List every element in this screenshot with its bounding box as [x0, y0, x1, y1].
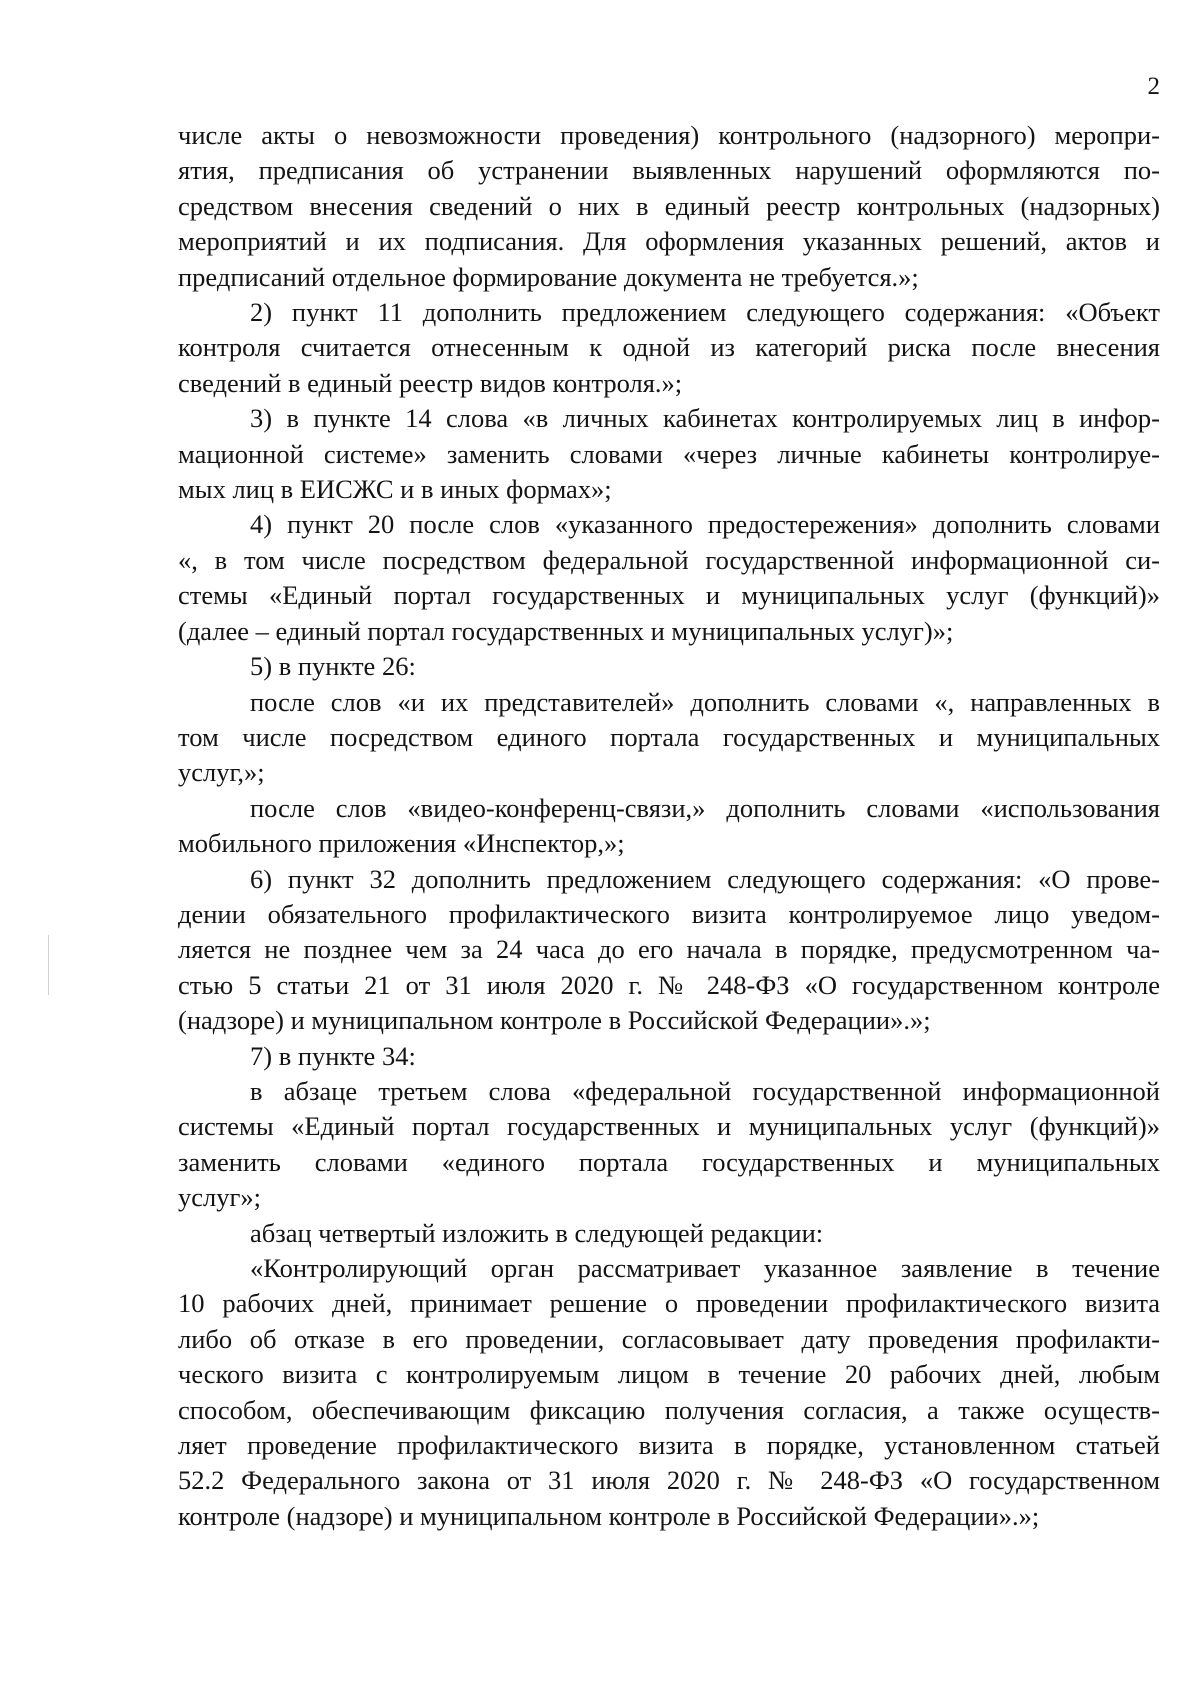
page-number: 2 [1147, 73, 1160, 100]
text-line: услуг»; [178, 1182, 261, 1213]
document-body [178, 118, 1160, 1534]
text-line: 4) пункт 20 после слов «указанного предостережения» дополнить словами [250, 509, 1160, 540]
text-line: контроля считается отнесенным к одной из категорий риска после внесения [178, 332, 1160, 363]
text-line: ляет проведение профилактического визита в порядке, установленном статьей [178, 1430, 1160, 1461]
text-line: средством внесения сведений о них в единый реестр контрольных (надзорных) [178, 190, 1160, 221]
text-line: заменить словами «единого портала государственных и муниципальных [178, 1146, 1160, 1177]
text-line: 5) в пункте 26: [250, 651, 416, 682]
text-line: 10 рабочих дней, принимает решение о проведении профилактического визита [178, 1288, 1160, 1319]
text-line: «Контролирующий орган рассматривает указанное заявление в течение [250, 1253, 1160, 1283]
text-line: абзац четвертый изложить в следующей редакции: [250, 1217, 824, 1248]
text-line: способом, обеспечивающим фиксацию получения согласия, а также осуществ- [178, 1394, 1160, 1425]
text-line: мобильного приложения «Инспектор,»; [178, 828, 625, 859]
text-line: том числе посредством единого портала государственных и муниципальных [178, 721, 1160, 752]
text-line: сведений в единый реестр видов контроля.»; [178, 367, 683, 398]
text-line: мационной системе» заменить словами «через личные кабинеты контролируе- [178, 438, 1160, 469]
text-line: контроле (надзоре) и муниципальном контроле в Российской Федерации».»; [178, 1500, 1040, 1531]
text-line: системы «Единый портал государственных и муниципальных услуг (функций)» [178, 1111, 1160, 1142]
text-line: ятия, предписания об устранении выявленных нарушений оформляются по- [178, 155, 1160, 186]
scan-artifact-line [48, 935, 49, 995]
text-line: стью 5 статьи 21 от 31 июля 2020 г. № 248-ФЗ «О государственном контроле [178, 969, 1160, 1000]
text-line: мероприятий и их подписания. Для оформления указанных решений, актов и [178, 226, 1160, 257]
text-line: числе акты о невозможности проведения) контрольного (надзорного) меропри- [178, 120, 1160, 150]
text-line: ческого визита с контролируемым лицом в течение 20 рабочих дней, любым [178, 1359, 1160, 1390]
text-line: «, в том числе посредством федеральной государственной информационной си- [178, 544, 1160, 575]
text-line: либо об отказе в его проведении, согласовывает дату проведения профилакти- [178, 1323, 1160, 1354]
text-line: услуг,»; [178, 757, 265, 788]
text-line: (далее – единый портал государственных и муниципальных услуг)»; [178, 615, 954, 646]
text-line: ляется не позднее чем за 24 часа до его начала в порядке, предусмотренном ча- [178, 934, 1160, 965]
text-line: (надзоре) и муниципальном контроле в Российской Федерации».»; [178, 1005, 931, 1036]
text-line: 2) пункт 11 дополнить предложением следующего содержания: «Объект [250, 297, 1160, 328]
text-line: 52.2 Федерального закона от 31 июля 2020 г. № 248-ФЗ «О государственном [178, 1465, 1160, 1496]
text-line: 6) пункт 32 дополнить предложением следующего содержания: «О прове- [250, 863, 1160, 894]
text-line: дении обязательного профилактического визита контролируемое лицо уведом- [178, 898, 1160, 929]
text-line: после слов «и их представителей» дополнить словами «, направленных в [250, 686, 1160, 717]
text-line: в абзаце третьем слова «федеральной государственной информационной [250, 1075, 1160, 1106]
text-line: 3) в пункте 14 слова «в личных кабинетах контролируемых лиц в инфор- [250, 403, 1160, 434]
text-line: 7) в пункте 34: [250, 1040, 416, 1071]
text-line: после слов «видео-конференц-связи,» дополнить словами «использования [250, 792, 1160, 823]
text-line: мых лиц в ЕИСЖС и в иных формах»; [178, 474, 612, 505]
text-line: предписаний отдельное формирование документа не требуется.»; [178, 261, 919, 292]
text-line: стемы «Единый портал государственных и муниципальных услуг (функций)» [178, 580, 1160, 611]
